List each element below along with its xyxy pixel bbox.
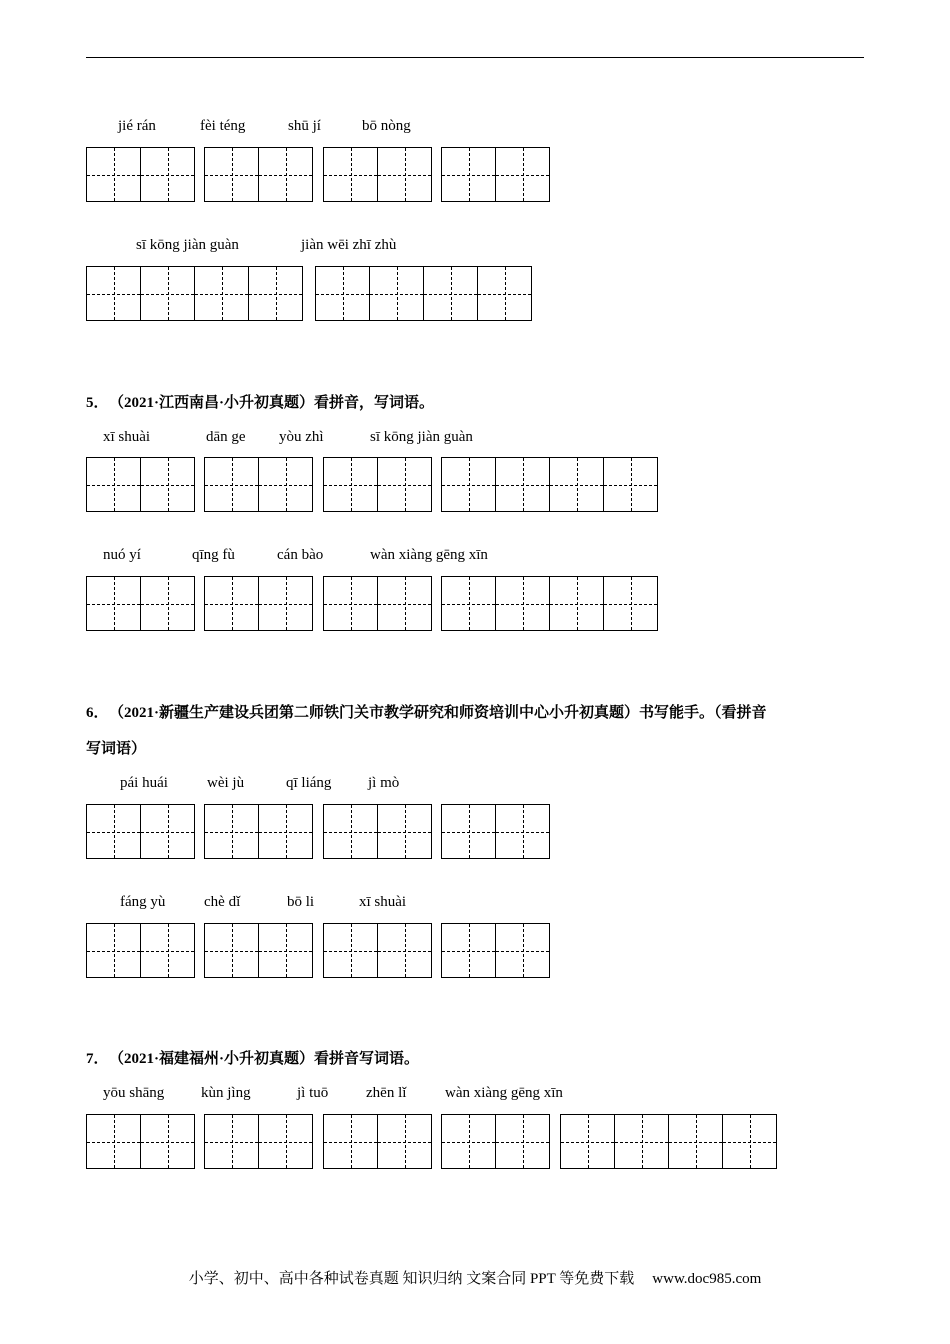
writing-cell[interactable] (86, 576, 141, 631)
writing-cell[interactable] (560, 1114, 615, 1169)
writing-grid[interactable] (441, 1114, 550, 1169)
pinyin-label: bō li (287, 894, 315, 910)
pinyin-label: kùn jìng (201, 1085, 251, 1101)
pinyin-label: jì tuō (297, 1085, 329, 1101)
pinyin-label: zhēn lǐ (366, 1085, 407, 1101)
pinyin-label: wèi jù (207, 775, 245, 791)
question-5-heading (86, 393, 434, 413)
writing-cell[interactable] (495, 923, 550, 978)
pinyin-label: xī shuài (103, 429, 151, 445)
writing-grid[interactable] (441, 457, 658, 512)
pinyin-label: sī kōng jiàn guàn (136, 237, 239, 253)
question-6-heading (86, 703, 767, 723)
writing-cell[interactable] (140, 576, 195, 631)
writing-grid[interactable] (86, 923, 195, 978)
writing-grid[interactable] (204, 576, 313, 631)
writing-grid[interactable] (441, 804, 550, 859)
pinyin-label: shū jí (288, 118, 321, 134)
writing-cell[interactable] (441, 576, 496, 631)
writing-cell[interactable] (495, 147, 550, 202)
writing-cell[interactable] (258, 1114, 313, 1169)
writing-cell[interactable] (603, 576, 658, 631)
question-text: （2021·江西南昌·小升初真题）看拼音，写词语。 (116, 395, 435, 411)
writing-grid[interactable] (86, 1114, 195, 1169)
writing-cell[interactable] (323, 457, 378, 512)
footer-text: 小学、初中、高中各种试卷真题 知识归纳 文案合同 PPT 等免费下载 (188, 1271, 635, 1287)
writing-grid[interactable] (86, 266, 303, 321)
writing-cell[interactable] (441, 457, 496, 512)
pinyin-label: bō nòng (362, 118, 411, 134)
writing-cell[interactable] (248, 266, 303, 321)
writing-cell[interactable] (204, 457, 259, 512)
writing-cell[interactable] (477, 266, 532, 321)
question-6-heading-line2: 写词语） (86, 741, 147, 757)
writing-cell[interactable] (323, 147, 378, 202)
pinyin-label: qīng fù (192, 547, 235, 563)
writing-cell[interactable] (258, 576, 313, 631)
writing-cell[interactable] (140, 1114, 195, 1169)
writing-cell[interactable] (377, 804, 432, 859)
writing-cell[interactable] (140, 147, 195, 202)
pinyin-label: jié rán (118, 118, 156, 134)
writing-cell[interactable] (258, 804, 313, 859)
writing-cell[interactable] (722, 1114, 777, 1169)
question-text: （2021·新疆生产建设兵团第二师铁门关市教学研究和师资培训中心小升初真题）书写能手。（看拼音 (116, 705, 767, 721)
pinyin-label: sī kōng jiàn guàn (370, 429, 473, 445)
writing-cell[interactable] (86, 266, 141, 321)
writing-cell[interactable] (441, 923, 496, 978)
writing-cell[interactable] (258, 457, 313, 512)
pinyin-label: cán bào (277, 547, 324, 563)
pinyin-label: fáng yù (120, 894, 166, 910)
page-footer (0, 1267, 950, 1288)
writing-cell[interactable] (258, 923, 313, 978)
writing-cell[interactable] (140, 804, 195, 859)
pinyin-label: jì mò (368, 775, 400, 791)
pinyin-label: dān ge (206, 429, 246, 445)
pinyin-label: chè dǐ (204, 894, 241, 910)
writing-cell[interactable] (258, 147, 313, 202)
writing-grid[interactable] (86, 457, 195, 512)
writing-grid[interactable] (204, 1114, 313, 1169)
writing-cell[interactable] (495, 576, 550, 631)
writing-cell[interactable] (204, 804, 259, 859)
writing-grid[interactable] (323, 923, 432, 978)
writing-cell[interactable] (377, 1114, 432, 1169)
writing-cell[interactable] (204, 147, 259, 202)
writing-grid[interactable] (323, 1114, 432, 1169)
writing-cell[interactable] (614, 1114, 669, 1169)
writing-grid[interactable] (86, 804, 195, 859)
writing-cell[interactable] (495, 804, 550, 859)
writing-cell[interactable] (86, 147, 141, 202)
footer-link[interactable]: www.doc985.com (652, 1271, 762, 1287)
pinyin-label: wàn xiàng gēng xīn (445, 1085, 563, 1101)
writing-cell[interactable] (549, 576, 604, 631)
writing-cell[interactable] (377, 576, 432, 631)
writing-cell[interactable] (315, 266, 370, 321)
writing-cell[interactable] (369, 266, 424, 321)
writing-cell[interactable] (377, 457, 432, 512)
writing-grid[interactable] (323, 804, 432, 859)
question-7-heading (86, 1049, 419, 1069)
pinyin-label: pái huái (120, 775, 168, 791)
writing-cell[interactable] (86, 1114, 141, 1169)
writing-cell[interactable] (441, 804, 496, 859)
pinyin-label: xī shuài (359, 894, 407, 910)
writing-grid[interactable] (86, 147, 195, 202)
question-number: 6． (86, 705, 109, 721)
writing-cell[interactable] (323, 804, 378, 859)
question-text: （2021·福建福州·小升初真题）看拼音写词语。 (116, 1051, 420, 1067)
writing-cell[interactable] (140, 923, 195, 978)
writing-grid[interactable] (204, 457, 313, 512)
writing-cell[interactable] (204, 1114, 259, 1169)
pinyin-label: yòu zhì (279, 429, 324, 445)
writing-cell[interactable] (86, 457, 141, 512)
writing-grid[interactable] (204, 923, 313, 978)
writing-cell[interactable] (668, 1114, 723, 1169)
writing-grid[interactable] (204, 147, 313, 202)
writing-cell[interactable] (194, 266, 249, 321)
writing-grid[interactable] (323, 147, 432, 202)
writing-grid[interactable] (204, 804, 313, 859)
writing-cell[interactable] (423, 266, 478, 321)
writing-grid[interactable] (86, 576, 195, 631)
pinyin-label: jiàn wēi zhī zhù (301, 237, 397, 253)
writing-cell[interactable] (441, 1114, 496, 1169)
pinyin-label: qī liáng (286, 775, 332, 791)
writing-cell[interactable] (377, 923, 432, 978)
writing-grid[interactable] (441, 923, 550, 978)
pinyin-label: fèi téng (200, 118, 246, 134)
writing-cell[interactable] (204, 576, 259, 631)
writing-cell[interactable] (323, 1114, 378, 1169)
writing-cell[interactable] (140, 266, 195, 321)
writing-cell[interactable] (140, 457, 195, 512)
writing-cell[interactable] (495, 1114, 550, 1169)
writing-grid[interactable] (323, 576, 432, 631)
writing-cell[interactable] (603, 457, 658, 512)
writing-cell[interactable] (377, 147, 432, 202)
writing-grid[interactable] (323, 457, 432, 512)
pinyin-label: wàn xiàng gēng xīn (370, 547, 488, 563)
writing-cell[interactable] (323, 923, 378, 978)
writing-cell[interactable] (323, 576, 378, 631)
writing-cell[interactable] (204, 923, 259, 978)
writing-cell[interactable] (86, 923, 141, 978)
writing-cell[interactable] (441, 147, 496, 202)
writing-grid[interactable] (441, 576, 658, 631)
writing-grid[interactable] (315, 266, 532, 321)
writing-grid[interactable] (560, 1114, 777, 1169)
question-number: 5． (86, 395, 109, 411)
writing-cell[interactable] (549, 457, 604, 512)
pinyin-label: nuó yí (103, 547, 141, 563)
writing-cell[interactable] (495, 457, 550, 512)
question-number: 7． (86, 1051, 109, 1067)
writing-grid[interactable] (441, 147, 550, 202)
header-rule (86, 57, 864, 58)
writing-cell[interactable] (86, 804, 141, 859)
pinyin-label: yōu shāng (103, 1085, 165, 1101)
